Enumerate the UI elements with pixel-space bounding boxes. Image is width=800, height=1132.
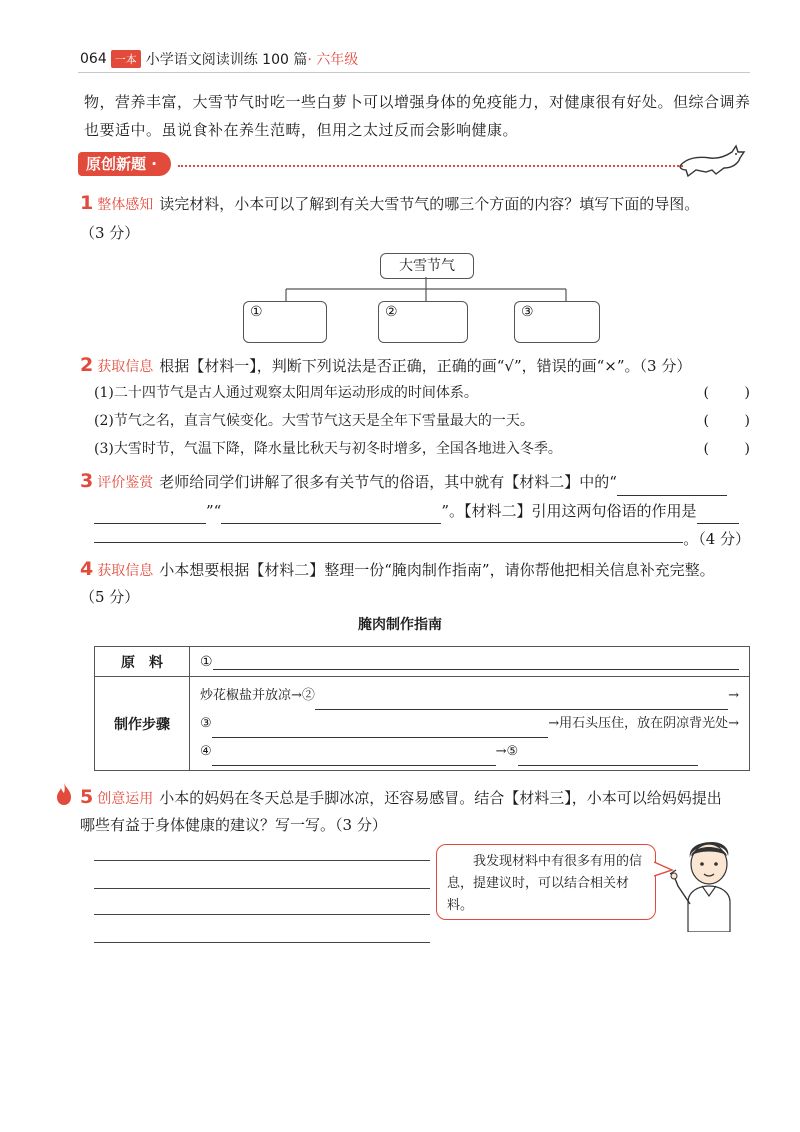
- section-title: 原创新题 ·: [78, 152, 171, 176]
- question-4: [80, 556, 760, 584]
- question-5-number: 5: [80, 786, 94, 808]
- answer-line-1[interactable]: [94, 860, 430, 861]
- step-blank-4[interactable]: [212, 749, 496, 766]
- flame-icon: [54, 782, 74, 806]
- cat-icon: [676, 140, 748, 180]
- step-d: ④: [200, 743, 212, 759]
- question-3-end: 。（4 分）: [683, 530, 750, 548]
- mindmap-node-3-label: ③: [521, 304, 534, 320]
- mindmap-connectors: [240, 277, 610, 301]
- speech-bubble: 我发现材料中有很多有用的信息，提建议时，可以结合相关材料。: [436, 844, 656, 920]
- question-4-text: 小本想要根据【材料二】整理一份“腌肉制作指南”，请你帮他把相关信息补充完整。: [159, 561, 715, 579]
- materials-cell: [190, 647, 750, 677]
- judge-item-2: [94, 408, 750, 434]
- answer-line-4[interactable]: [94, 942, 430, 943]
- question-1-tag: 整体感知: [97, 197, 154, 213]
- question-3-line-2: [94, 498, 774, 524]
- judge-item-text: (2)节气之名，直言气候变化。大雪节气这天是全年下雪量最大的一天。: [94, 413, 534, 429]
- judge-item-text: (3)大雪时节，气温下降，降水量比秋天与初冬时增多，全国各地进入冬季。: [94, 441, 562, 457]
- question-5: [80, 784, 760, 812]
- question-3: [80, 468, 760, 496]
- section-dotted-line: [178, 165, 683, 167]
- table-title: 腌肉制作指南: [358, 617, 442, 633]
- question-3-text-c: ”。【材料二】引用这两句俗语的作用是: [441, 502, 697, 520]
- question-2-text: 根据【材料一】，判断下列说法是否正确，正确的画“√”，错误的画“×”。（3 分）: [159, 357, 692, 375]
- boy-character-icon: [668, 836, 752, 932]
- question-3-text-a: 老师给同学们讲解了很多有关节气的俗语，其中就有【材料二】中的“: [159, 473, 617, 491]
- question-2: [80, 352, 760, 380]
- materials-blank[interactable]: [213, 653, 739, 670]
- question-4-number: 4: [80, 558, 94, 580]
- row-label-materials: 原 料: [95, 647, 190, 677]
- steps-cell: [190, 677, 750, 771]
- question-1: [80, 190, 760, 218]
- q3-blank-3[interactable]: [697, 507, 739, 524]
- header-divider: [78, 72, 750, 73]
- book-title: 小学语文阅读训练 100 篇: [145, 52, 308, 68]
- step-blank-2[interactable]: [315, 693, 728, 710]
- guide-table: [94, 646, 750, 771]
- question-4-score: （5 分）: [80, 588, 140, 606]
- question-2-number: 2: [80, 354, 94, 376]
- mindmap-node-3[interactable]: [514, 301, 600, 343]
- question-3-line-3: [94, 526, 750, 552]
- judge-item-1: [94, 380, 750, 406]
- step-blank-3[interactable]: [212, 721, 549, 738]
- question-5-tag: 创意运用: [97, 791, 154, 807]
- grade-label: · 六年级: [307, 52, 359, 68]
- row-label-steps: 制作步骤: [95, 677, 190, 771]
- answer-line-2[interactable]: [94, 888, 430, 889]
- judge-answer-box[interactable]: ( ): [703, 441, 750, 457]
- mindmap-root: 大雪节气: [380, 253, 474, 279]
- page-number: 064: [80, 51, 107, 67]
- intro-line-2: 也要适中。虽说食补在养生范畴，但用之太过反而会影响健康。: [84, 121, 519, 139]
- mindmap-node-2-label: ②: [385, 304, 398, 320]
- q3-blank-1[interactable]: [617, 479, 727, 496]
- q3-blank-3-cont[interactable]: [94, 526, 683, 543]
- question-5-line-1: 小本的妈妈在冬天总是手脚冰凉，还容易感冒。结合【材料三】，小本可以给妈妈提出: [159, 789, 722, 807]
- question-3-number: 3: [80, 470, 94, 492]
- question-3-tag: 评价鉴赏: [97, 475, 154, 491]
- q3-blank-1-cont[interactable]: [94, 507, 206, 524]
- judge-answer-box[interactable]: ( ): [703, 413, 750, 429]
- brand-logo: 一本: [111, 50, 141, 68]
- step-c: →用石头压住，放在阴凉背光处→: [548, 715, 739, 731]
- step-b: ③: [200, 715, 212, 731]
- judge-item-3: [94, 436, 750, 462]
- question-4-tag: 获取信息: [97, 563, 154, 579]
- page-header: [80, 48, 358, 70]
- intro-line-1: 物，营养丰富，大雪节气时吃一些白萝卜可以增强身体的免疫能力，对健康很有好处。但综合调养: [84, 93, 751, 111]
- step-arrow: →: [728, 687, 739, 703]
- judge-answer-box[interactable]: ( ): [703, 385, 750, 401]
- mindmap-node-2[interactable]: [378, 301, 468, 343]
- step-blank-5[interactable]: [518, 749, 698, 766]
- question-3-text-b: ”“: [206, 502, 222, 520]
- answer-line-3[interactable]: [94, 914, 430, 915]
- question-5-line-2: 哪些有益于身体健康的建议？写一写。（3 分）: [80, 816, 387, 834]
- question-1-number: 1: [80, 192, 94, 214]
- question-1-text: 读完材料，小本可以了解到有关大雪节气的哪三个方面的内容？填写下面的导图。: [159, 195, 700, 213]
- step-a: 炒花椒盐并放凉→②: [200, 687, 315, 703]
- materials-blank-label: ①: [200, 654, 213, 670]
- question-2-tag: 获取信息: [97, 359, 154, 375]
- judge-item-text: (1)二十四节气是古人通过观察太阳周年运动形成的时间体系。: [94, 385, 478, 401]
- question-1-score: （3 分）: [80, 224, 140, 242]
- mindmap-node-1[interactable]: [243, 301, 327, 343]
- step-e: →⑤: [495, 743, 519, 759]
- q3-blank-2[interactable]: [221, 507, 441, 524]
- mindmap-node-1-label: ①: [250, 304, 263, 320]
